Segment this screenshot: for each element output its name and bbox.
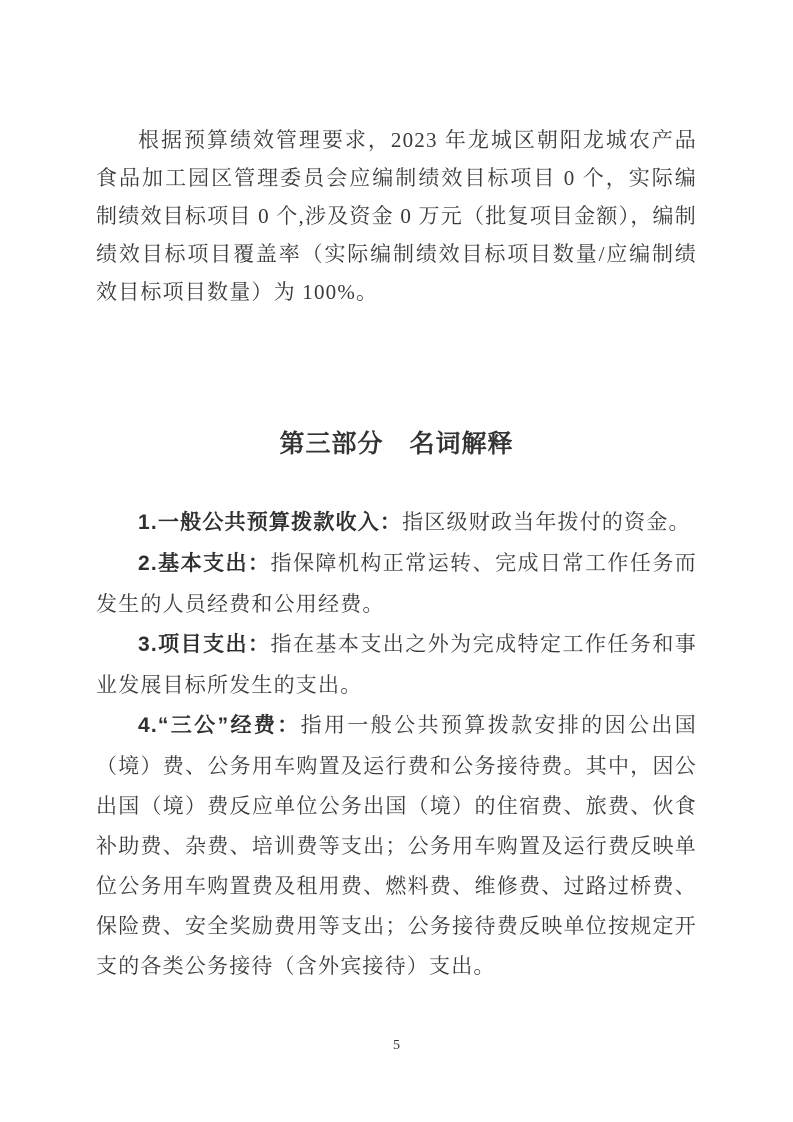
definition-text-3: 指在基本支出之外为完成特定工作任务和事业发展目标所发生的支出。 bbox=[96, 632, 697, 697]
definition-term-4: 4.“三公”经费： bbox=[138, 714, 301, 737]
definitions-list bbox=[96, 502, 697, 986]
definition-item-3 bbox=[96, 624, 697, 705]
definition-item-1 bbox=[96, 502, 697, 543]
definition-text-4: 指用一般公共预算拨款安排的因公出国（境）费、公务用车购置及运行费和公务接待费。其中，因公出国（境）费反应单位公务出国（境）的住宿费、旅费、伙食补助费、杂费、培训费等支出；公务用车购置及运行费反映单位公务用车购置费及租用费、燃料费、维修费、过路过桥费、保险费、安全奖励费用等支出；公务接待费反映单位按规定开支的各类公务接待（含外宾接待）支出。 bbox=[96, 713, 697, 978]
definition-term-2: 2.基本支出： bbox=[138, 552, 271, 575]
page-number: 5 bbox=[393, 1038, 400, 1053]
definition-item-4 bbox=[96, 705, 697, 986]
intro-paragraph: 根据预算绩效管理要求，2023 年龙城区朝阳龙城农产品食品加工园区管理委员会应编制绩效目标项目 0 个，实际编制绩效目标项目 0 个,涉及资金 0 万元（批复项目金额），编制绩效目标项目覆盖率（实际编制绩效目标项目数量/应编制绩效目标项目数量）为 100%。 bbox=[96, 128, 697, 304]
definition-term-1: 1.一般公共预算拨款收入： bbox=[138, 511, 403, 534]
definition-term-3: 3.项目支出： bbox=[138, 633, 271, 656]
definition-text-2: 指保障机构正常运转、完成日常工作任务而发生的人员经费和公用经费。 bbox=[96, 551, 697, 616]
definition-item-2 bbox=[96, 543, 697, 624]
section-heading: 第三部分 名词解释 bbox=[279, 430, 514, 458]
definition-text-1: 指区级财政当年拨付的资金。 bbox=[402, 510, 691, 534]
